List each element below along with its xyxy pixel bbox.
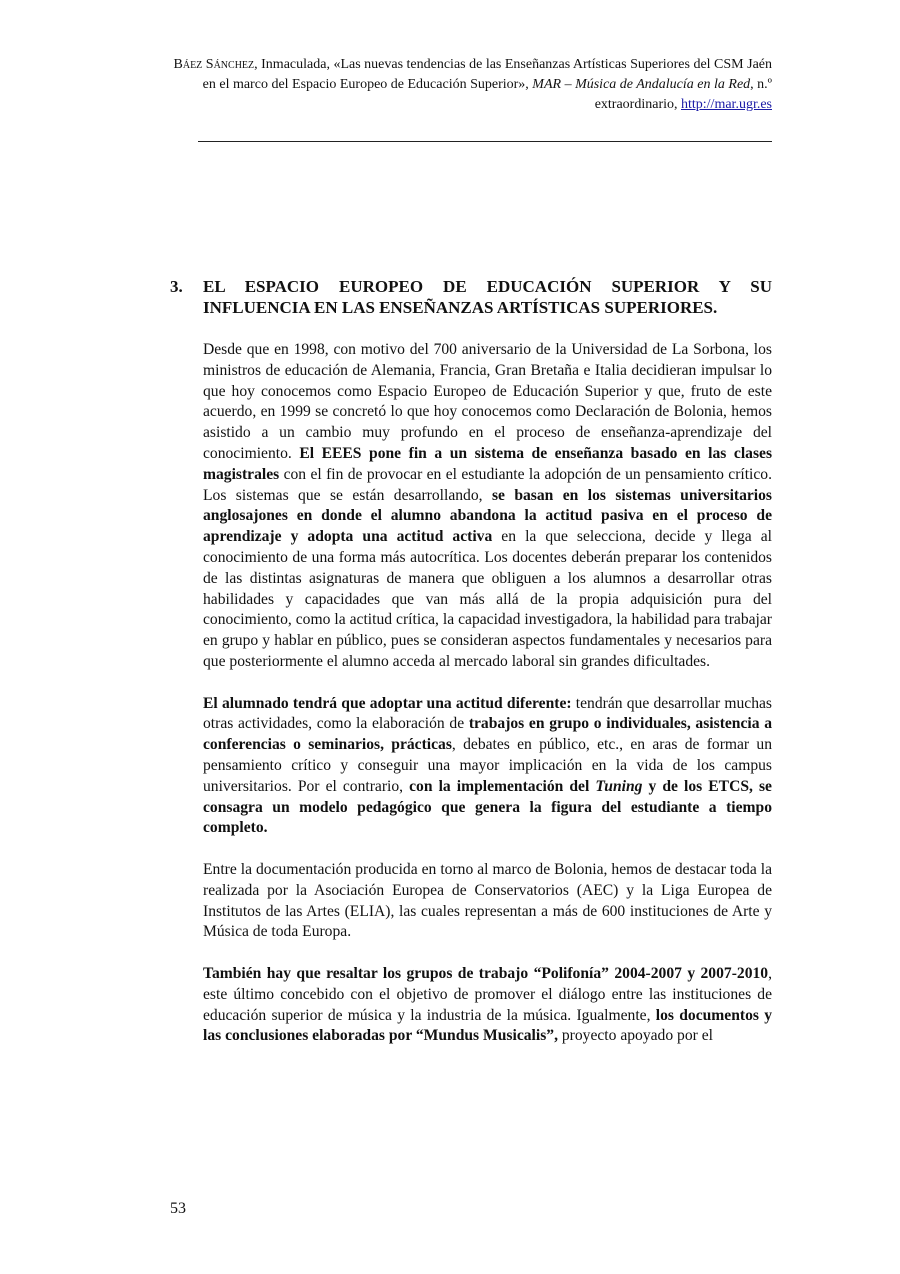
p1-text-3: en la que selecciona, decide y llega al conocimiento de una forma más autocrítica. Los docentes deberán preparar los contenidos de las distintas asignaturas de manera que obliguen a los alumnos a desarrollar otras habilidades y capacidades que van más allá de la propia adquisición pura del conocimiento, como la actitud crítica, la capacidad investigadora, la habilidad para trabajar en grupo y hablar en público, pues se consideran aspectos fundamentales y necesarios para que posteriormente el alumno acceda al mercado laboral sin grandes dificultades. (203, 528, 772, 670)
body-text (203, 340, 772, 1068)
header-url-link[interactable]: http://mar.ugr.es (681, 97, 772, 112)
header-divider (198, 141, 772, 142)
p2-text-2: , debates en público, etc., en aras de formar un pensamiento crítico y conseguir una mayor implicación en la vida de los campus universitarios. Por el contrario, (203, 736, 772, 795)
section-heading (170, 276, 772, 318)
page-number: 53 (170, 1200, 186, 1217)
running-header (170, 55, 772, 115)
p1-bold-1: El EEES pone fin a un sistema de enseñanza basado en las clases magistrales (203, 444, 773, 483)
paragraph-1 (203, 340, 772, 673)
p3-text-1: Entre la documentación producida en torno al marco de Bolonia, hemos de destacar toda la realizada por la Asociación Europea de Conservatorios (AEC) y la Liga Europea de Institutos de las Artes (ELIA), las cuales representan a más de 600 instituciones de Arte y Música de toda Europa. (203, 860, 772, 941)
p2-bold-2: trabajos en grupo o individuales, asistencia a conferencias o seminarios, prácticas (203, 715, 773, 754)
paragraph-2 (203, 694, 772, 840)
header-author-surname: Báez Sánchez (173, 57, 255, 72)
p1-text-2: con el fin de provocar en el estudiante la adopción de un pensamiento crítico. Los sistemas que se están desarrollando, (203, 465, 772, 504)
p4-text-2: proyecto apoyado por el (557, 1027, 713, 1045)
paragraph-4 (203, 964, 772, 1047)
p2-bold-italic: Tuning (595, 777, 643, 795)
header-journal: MAR – Música de Andalucía en la Red (532, 77, 751, 92)
p4-bold-2: los documentos y las conclusiones elaboradas por “Mundus Musicalis”, (203, 1006, 773, 1045)
p2-bold-4: y de los ETCS, se consagra un modelo pedagógico que genera la figura del estudiante a tiempo completo. (203, 777, 772, 837)
paragraph-3 (203, 860, 772, 943)
p1-text-1: Desde que en 1998, con motivo del 700 aniversario de la Universidad de La Sorbona, los ministros de educación de Alemania, Francia, Gran Bretaña e Italia decidieran impulsar lo que hoy conocemos como Espacio Europeo de Educación Superior y que, fruto de este acuerdo, en 1999 se concretó lo que hoy conocemos como Declaración de Bolonia, hemos asistido a un cambio muy profundo en el proceso de enseñanza-aprendizaje del conocimiento. (203, 341, 772, 462)
header-citation: , Inmaculada, «Las nuevas tendencias de las Enseñanzas Artísticas Superiores del CSM Jaén en el marco del Espacio Europeo de Educación Superior», (202, 57, 772, 92)
p2-text-1: tendrán que desarrollar muchas otras actividades, como la elaboración de (203, 694, 772, 733)
p1-bold-2: se basan en los sistemas universitarios anglosajones en donde el alumno abandona la actitud pasiva en el proceso de aprendizaje y adopta una actitud activa (203, 486, 773, 546)
p4-text-1: , este último concebido con el objetivo de promover el diálogo entre las instituciones de educación superior de música y la industria de la música. Igualmente, (203, 964, 772, 1024)
p2-bold-3: con la implementación del (409, 777, 596, 795)
section-number: 3. (170, 277, 183, 296)
p2-bold-1: El alumnado tendrá que adoptar una actitud diferente: (203, 694, 572, 712)
section-title: EL ESPACIO EUROPEO DE EDUCACIÓN SUPERIOR Y SU INFLUENCIA EN LAS ENSEÑANZAS ARTÍSTICAS SUPERIORES. (203, 277, 772, 317)
p4-bold-1: También hay que resaltar los grupos de trabajo “Polifonía” 2004-2007 y 2007-2010 (203, 964, 769, 982)
header-issue: , n.º extraordinario, (594, 77, 772, 112)
